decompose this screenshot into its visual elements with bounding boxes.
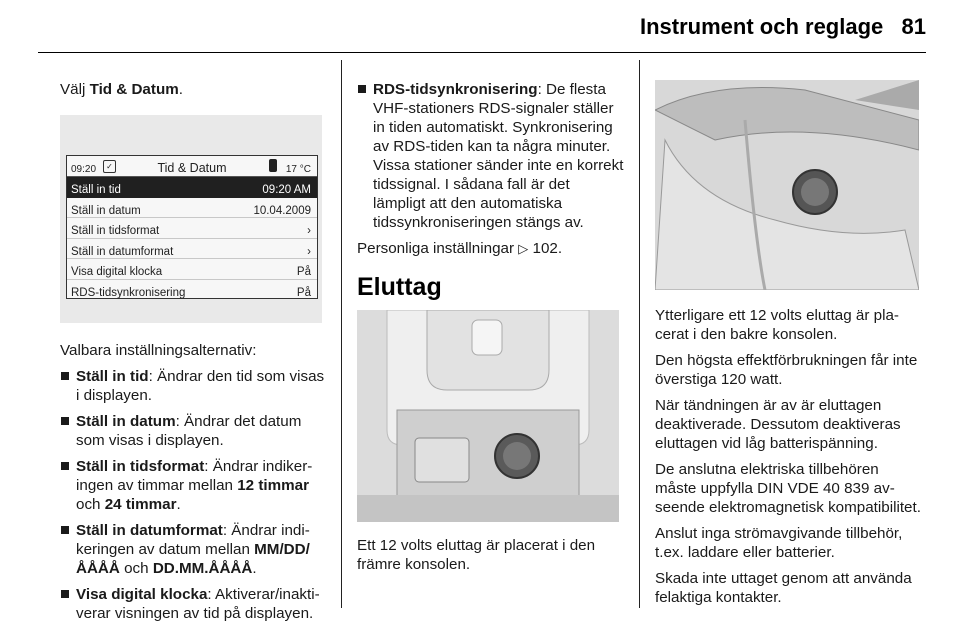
clock-icon: ✓ xyxy=(103,160,116,173)
list-item: Ställ in tidsformat: Ändrar indikeringen av timmar mellan 12 timmar och 24 timmar. xyxy=(60,457,326,514)
paragraph: Den högsta effektförbrukningen får inte överstiga 120 watt. xyxy=(655,352,918,388)
front-socket-caption: Ett 12 volts eluttag är placerat i den främre konsolen. xyxy=(357,537,596,573)
page-number: 81 xyxy=(901,14,926,39)
header-rule xyxy=(38,52,926,53)
column-divider-1 xyxy=(341,60,342,608)
paragraph: Skada inte uttaget genom att använda felaktiga kontakter. xyxy=(655,570,912,606)
intro-paragraph: Välj Tid & Datum. xyxy=(60,81,183,98)
section-heading: Eluttag xyxy=(357,273,442,301)
paragraph: När tändningen är av är eluttagen deaktiverade. Dessutom deaktiveras eluttagen vid låg batterispänning. xyxy=(655,397,901,452)
paragraph: Ytterligare ett 12 volts eluttag är placerat i den bakre konsolen. xyxy=(655,307,899,343)
rear-console-illustration xyxy=(655,80,919,290)
info-display xyxy=(66,155,318,299)
list-item: Visa digital klocka: Aktiverar/inaktiverar visningen av tid på displayen. xyxy=(60,585,326,623)
chevron-right-icon: › xyxy=(307,225,311,237)
display-temperature: 17 °C xyxy=(285,164,311,175)
display-row: Ställ in tidsformat › xyxy=(67,218,317,239)
page-reference-icon: ▷ xyxy=(518,241,529,256)
list-item: Ställ in tid: Ändrar den tid som visas i displayen. xyxy=(60,367,326,405)
rear-socket-photo xyxy=(655,80,919,290)
middle-column xyxy=(357,80,625,581)
options-list xyxy=(60,367,326,623)
paragraph: De anslutna elektriska tillbehören måste uppfylla DIN VDE 40 839 avseende elektromagnetisk kompatibilitet. xyxy=(655,461,921,516)
front-console-illustration xyxy=(357,310,619,522)
paragraph: Anslut inga strömavgivande tillbehör, t.ex. laddare eller batterier. xyxy=(655,525,903,561)
display-image xyxy=(60,115,322,323)
left-column xyxy=(60,80,326,630)
display-row: Ställ in datum 10.04.2009 xyxy=(67,198,317,219)
display-status-bar xyxy=(67,156,317,177)
list-item: RDS-tidsynkronisering: De flesta VHF-stationers RDS-signaler ställer in tiden automatiskt. Synkronisering av RDS-tiden kan ta några minuter. Vissa stationer sänder inte en korrekt tidssignal. I sådana fall är det lämpligt att den automatiska tidssynkroniseringen stängs av. xyxy=(357,80,625,232)
display-row: RDS-tidsynkronisering På xyxy=(71,286,311,299)
column-divider-2 xyxy=(639,60,640,608)
display-time: 09:20 xyxy=(71,164,97,175)
display-title: Tid & Datum xyxy=(157,161,227,175)
list-item: Ställ in datum: Ändrar det datum som visas i displayen. xyxy=(60,412,326,450)
list-item: Ställ in datumformat: Ändrar indikeringen av datum mellan MM/DD/ÅÅÅÅ och DD.MM.ÅÅÅÅ. xyxy=(60,521,326,578)
page-title: Instrument och reglage xyxy=(640,14,884,39)
chevron-right-icon: › xyxy=(307,245,311,258)
thermometer-icon xyxy=(269,159,277,172)
right-column xyxy=(655,80,921,614)
display-row: Visa digital klocka På xyxy=(67,259,317,280)
display-row: Ställ in datumformat › xyxy=(67,239,317,260)
options-heading: Valbara inställningsalternativ: xyxy=(60,342,257,359)
cross-reference: Personliga inställningar ▷ 102. xyxy=(357,240,563,257)
rds-list xyxy=(357,80,625,232)
front-socket-photo xyxy=(357,310,619,522)
display-row: Ställ in tid 09:20 AM xyxy=(67,177,317,198)
